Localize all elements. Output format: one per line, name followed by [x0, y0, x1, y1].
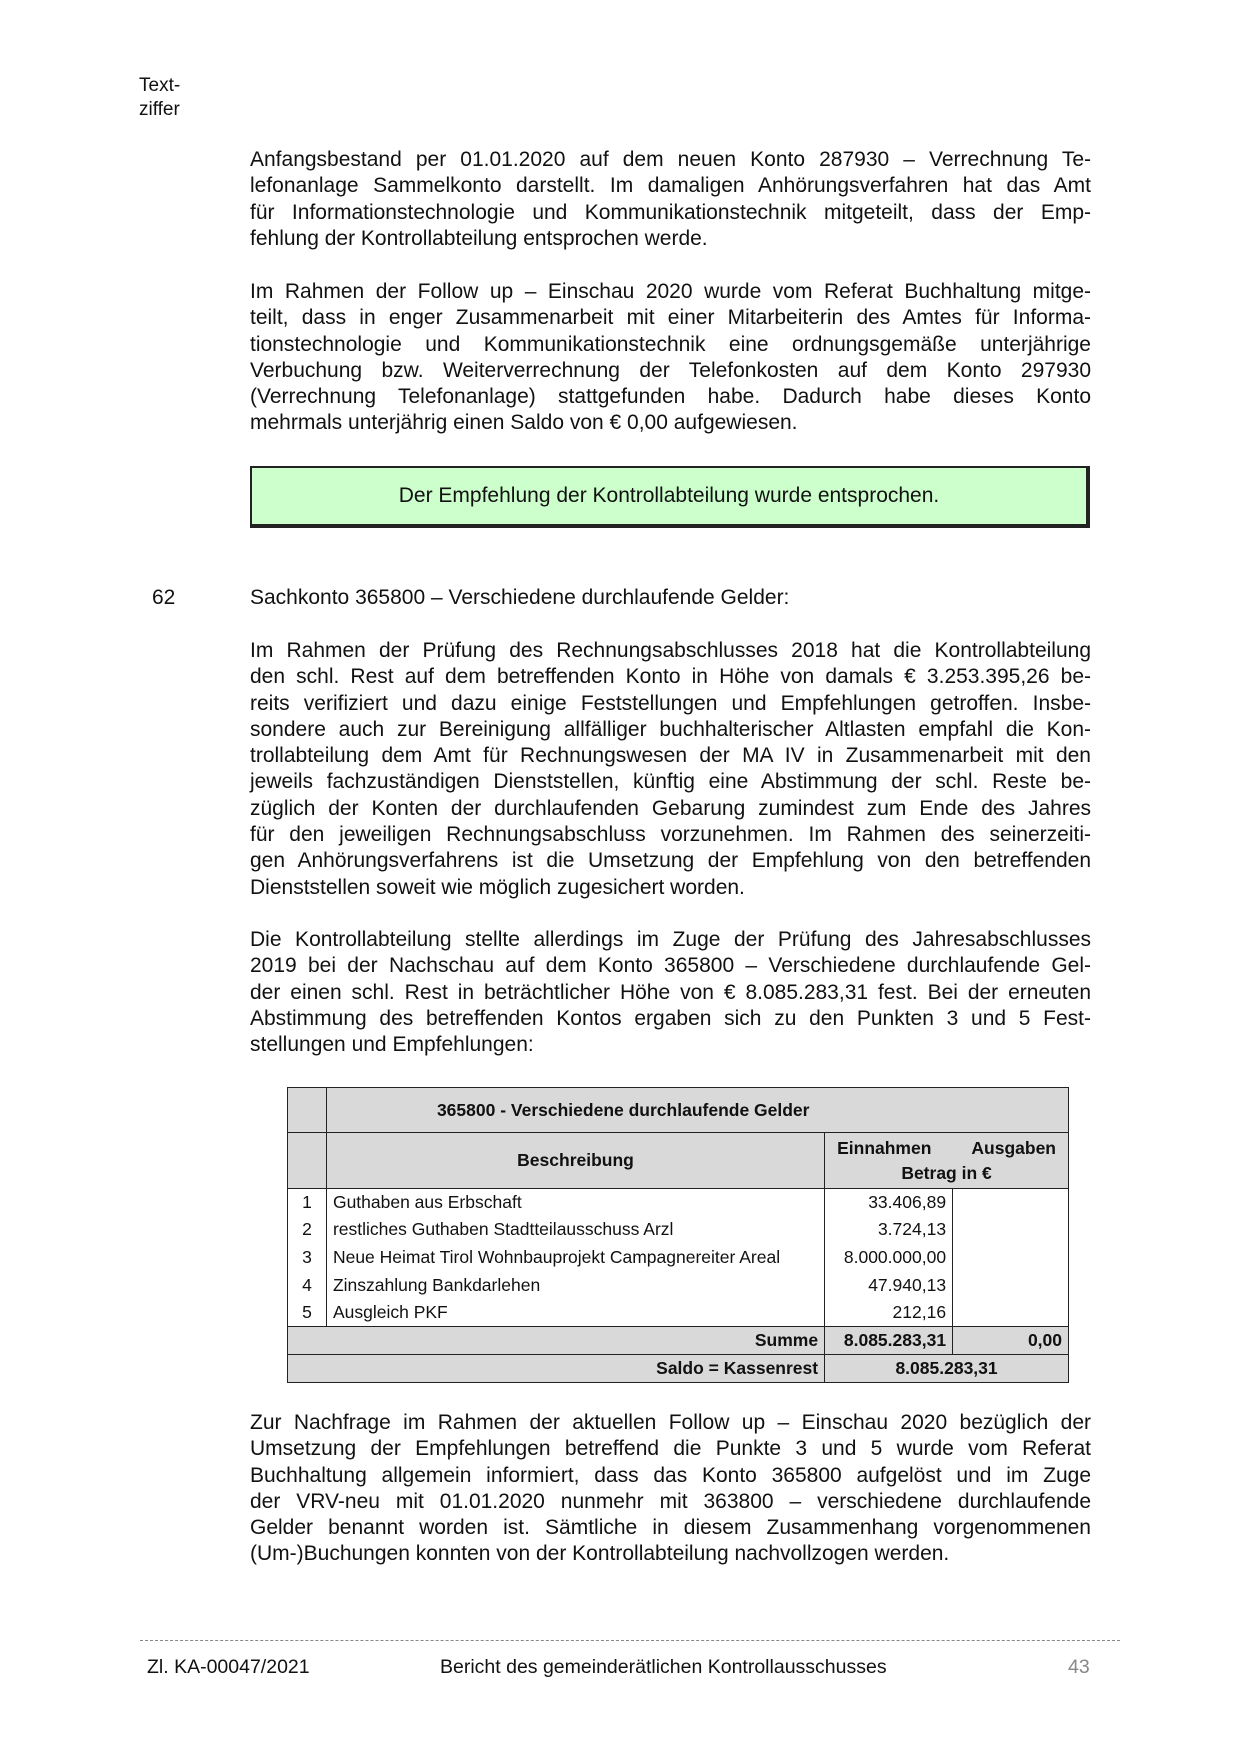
- text-line: Buchhaltung allgemein informiert, dass das Konto 365800 aufgelöst und im Zuge: [250, 1463, 1091, 1487]
- text-line: 2019 bei der Nachschau auf dem Konto 365800 – Verschiedene durchlaufende Gel-: [250, 954, 1091, 978]
- text-line: (Um-)Buchungen konnten von der Kontrollabteilung nachvollzogen werden.: [250, 1542, 950, 1566]
- text-line: Im Rahmen der Prüfung des Rechnungsabschlusses 2018 hat die Kontrollabteilung: [250, 639, 1091, 662]
- text-line: züglich der Konten der durchlaufenden Gebarung zumindest zum Ende des Jahres: [250, 796, 1091, 820]
- table-row: [288, 1244, 1069, 1272]
- row-number: 4: [288, 1271, 327, 1299]
- text-line: Dienststellen soweit wie möglich zugesichert worden.: [250, 875, 745, 899]
- text-line: Im Rahmen der Follow up – Einschau 2020 wurde vom Referat Buchhaltung mitge-: [250, 280, 1091, 303]
- header-expenses: Ausgaben: [971, 1137, 1056, 1158]
- text-line: Umsetzung der Empfehlungen betreffend die Punkte 3 und 5 wurde vom Referat: [250, 1437, 1091, 1461]
- text-line: trollabteilung dem Amt für Rechnungswesen der MA IV in Zusammenarbeit mit den: [250, 744, 1091, 768]
- section-number: 62: [152, 586, 176, 609]
- text-line: mehrmals unterjährig einen Saldo von € 0,00 aufgewiesen.: [250, 411, 798, 435]
- text-line: gen Anhörungsverfahrens ist die Umsetzung der Empfehlung von den betreffenden: [250, 849, 1091, 873]
- row-expenses: [953, 1189, 1069, 1217]
- row-expenses: [953, 1271, 1069, 1299]
- margin-label: [139, 74, 180, 122]
- footer-divider: [140, 1640, 1120, 1641]
- row-description: Guthaben aus Erbschaft: [326, 1189, 824, 1217]
- text-line: der einen schl. Rest in beträchtlicher Höhe von € 8.085.283,31 fest. Bei der erneuten: [250, 980, 1091, 1004]
- recommendation-box: Der Empfehlung der Kontrollabteilung wurde entsprochen.: [250, 466, 1090, 528]
- text-line: reits verifiziert und dazu einige Feststellungen und Empfehlungen getroffen. Insbe-: [250, 691, 1091, 715]
- text-line: jeweils fachzuständigen Dienststellen, künftig eine Abstimmung der schl. Reste be-: [250, 770, 1091, 794]
- text-line: Die Kontrollabteilung stellte allerdings im Zuge der Prüfung des Jahresabschlusses: [250, 928, 1091, 951]
- paragraph-4: [250, 927, 1091, 1058]
- sum-label: Summe: [288, 1326, 825, 1354]
- text-line: Gelder benannt worden ist. Sämtliche in diesem Zusammenhang vorgenommenen: [250, 1516, 1091, 1540]
- row-description: Neue Heimat Tirol Wohnbauprojekt Campagnereiter Areal: [326, 1244, 824, 1272]
- row-income: 47.940,13: [825, 1271, 953, 1299]
- row-income: 8.000.000,00: [825, 1244, 953, 1272]
- sum-expenses: 0,00: [953, 1326, 1069, 1354]
- row-description: Zinszahlung Bankdarlehen: [326, 1271, 824, 1299]
- row-income: 33.406,89: [825, 1189, 953, 1217]
- section-heading: Sachkonto 365800 – Verschiedene durchlaufende Gelder:: [250, 586, 790, 609]
- table-title: 365800 - Verschiedene durchlaufende Gelder: [326, 1088, 1068, 1133]
- text-line: teilt, dass in enger Zusammenarbeit mit einer Mitarbeiterin des Amtes für Informa-: [250, 306, 1091, 330]
- text-line: tionstechnologie und Kommunikationstechnik eine ordnungsgemäße unterjährige: [250, 332, 1091, 356]
- text-line: fehlung der Kontrollabteilung entsprochen werde.: [250, 226, 708, 250]
- margin-label-line: ziffer: [139, 99, 180, 120]
- text-line: lefonanlage Sammelkonto darstellt. Im damaligen Anhörungsverfahren hat das Amt: [250, 174, 1091, 198]
- sum-income: 8.085.283,31: [825, 1326, 953, 1354]
- saldo-value: 8.085.283,31: [825, 1354, 1069, 1382]
- header-unit: Betrag in €: [901, 1162, 992, 1183]
- table-row: [288, 1299, 1069, 1327]
- paragraph-5: [250, 1410, 1091, 1568]
- row-number: 1: [288, 1189, 327, 1217]
- header-amount: [825, 1133, 1069, 1189]
- margin-label-line: Text-: [139, 75, 181, 96]
- header-income: Einnahmen: [837, 1137, 932, 1158]
- row-income: 3.724,13: [825, 1216, 953, 1244]
- table-corner: [288, 1088, 327, 1133]
- row-expenses: [953, 1244, 1069, 1272]
- row-number: 3: [288, 1244, 327, 1272]
- table-row: [288, 1189, 1069, 1217]
- row-number: 2: [288, 1216, 327, 1244]
- text-line: Zur Nachfrage im Rahmen der aktuellen Follow up – Einschau 2020 bezüglich der: [250, 1411, 1091, 1434]
- text-line: Abstimmung des betreffenden Kontos ergaben sich zu den Punkten 3 und 5 Fest-: [250, 1006, 1091, 1030]
- account-table: [287, 1087, 1069, 1383]
- row-number: 5: [288, 1299, 327, 1327]
- paragraph-1: [250, 147, 1091, 252]
- footer-title: Bericht des gemeinderätlichen Kontrollausschusses: [440, 1656, 887, 1678]
- row-expenses: [953, 1216, 1069, 1244]
- header-description: Beschreibung: [326, 1133, 824, 1189]
- table-row: [288, 1216, 1069, 1244]
- text-line: Anfangsbestand per 01.01.2020 auf dem neuen Konto 287930 – Verrechnung Te-: [250, 148, 1091, 171]
- saldo-label: Saldo = Kassenrest: [288, 1354, 825, 1382]
- paragraph-2: [250, 279, 1091, 437]
- row-description: Ausgleich PKF: [326, 1299, 824, 1327]
- text-line: sondere auch zur Bereinigung allfälliger buchhalterischer Altlasten empfahl die Kon-: [250, 717, 1091, 741]
- text-line: der VRV-neu mit 01.01.2020 nunmehr mit 363800 – verschiedene durchlaufende: [250, 1489, 1091, 1513]
- text-line: stellungen und Empfehlungen:: [250, 1033, 534, 1057]
- text-line: Verbuchung bzw. Weiterverrechnung der Telefonkosten auf dem Konto 297930: [250, 358, 1091, 382]
- paragraph-3: [250, 638, 1091, 901]
- text-line: (Verrechnung Telefonanlage) stattgefunden habe. Dadurch habe dieses Konto: [250, 385, 1091, 409]
- row-income: 212,16: [825, 1299, 953, 1327]
- table-row: [288, 1271, 1069, 1299]
- row-expenses: [953, 1299, 1069, 1327]
- text-line: für Informationstechnologie und Kommunikationstechnik mitgeteilt, dass der Emp-: [250, 200, 1091, 224]
- page-number: 43: [1068, 1656, 1090, 1678]
- text-line: den schl. Rest auf dem betreffenden Konto in Höhe von damals € 3.253.395,26 be-: [250, 665, 1091, 689]
- text-line: für den jeweiligen Rechnungsabschluss vorzunehmen. Im Rahmen des seinerzeiti-: [250, 823, 1091, 847]
- footer-reference: Zl. KA-00047/2021: [147, 1656, 310, 1678]
- row-description: restliches Guthaben Stadtteilausschuss Arzl: [326, 1216, 824, 1244]
- table-header-corner: [288, 1133, 327, 1189]
